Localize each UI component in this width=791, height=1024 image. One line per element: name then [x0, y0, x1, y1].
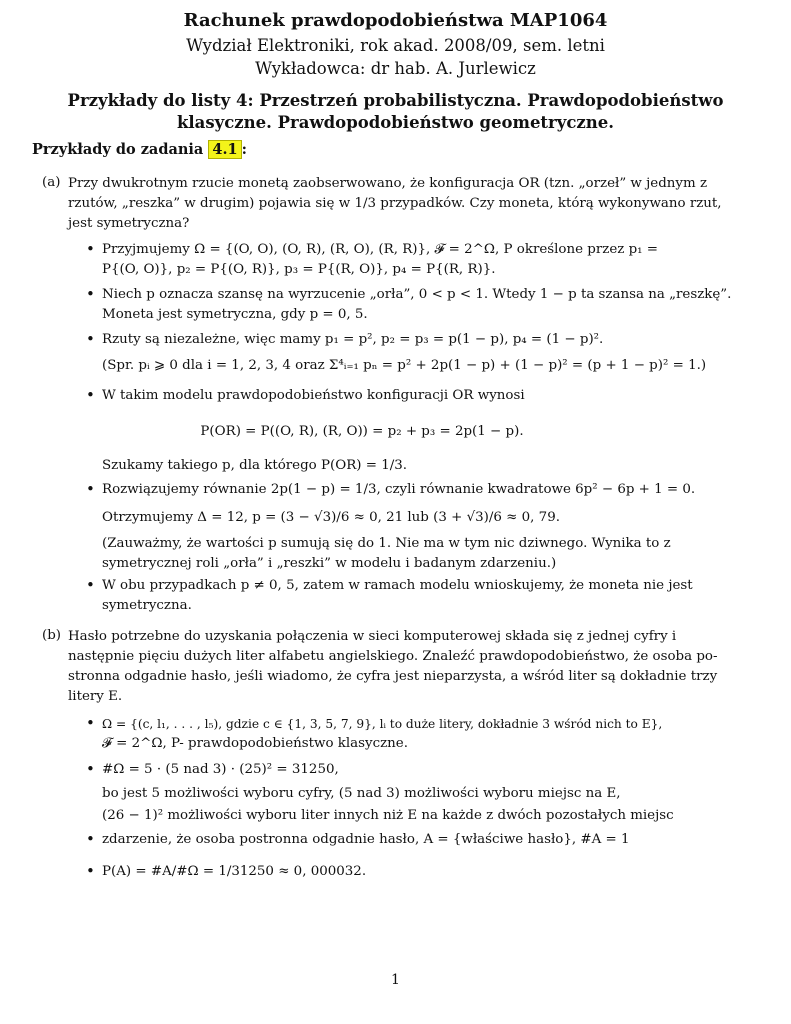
part-a-item-4: W takim modelu prawdopodobieństwo konfiguracji OR wynosi P(OR) = P((O, R), (R, O)) = p₂ + p₃ = 2p(1 − p). Szukamy takiego p, dla którego P(OR) = 1/3.	[102, 386, 722, 476]
part-a-item-2: Niech p oznacza szansę na wyrzucenie „orła”, 0 < p < 1. Wtedy 1 − p ta szansa na „reszkę”. Moneta jest symetryczna, gdy p = 0, 5.	[102, 287, 732, 322]
faculty-line: Wydział Elektroniki, rok akad. 2008/09, sem. letni	[186, 36, 605, 55]
bullet-icon: •	[86, 480, 95, 498]
part-a-label: (a)	[42, 175, 61, 190]
part-a-item-5: Rozwiązujemy równanie 2p(1 − p) = 1/3, czyli równanie kwadratowe 6p² − 6p + 1 = 0. Otrzymujemy Δ = 12, p = (3 − √3)/6 ≈ 0, 21 lub (3 + √3)/6 ≈ 0, 79. (Zauważmy, że wartości p sumują się do 1. Nie ma w tym nic dziwnego. Wynika to z symetrycznej roli „orła” i „reszki” w modelu i badanym zdarzeniu.)	[102, 482, 696, 571]
course-title: Rachunek prawdopodobieństwa MAP1064	[183, 10, 608, 31]
bullet-icon: •	[86, 285, 95, 303]
part-a-item-1: Przyjmujemy Ω = {(O, O), (O, R), (R, O), (R, R)}, 𝓕 = 2^Ω, P określone przez p₁ = P{(O, O)}, p₂ = P{(O, R)}, p₃ = P{(R, O)}, p₄ = P{(R, R)}.	[102, 242, 658, 277]
part-b-item-4: P(A) = #A/#Ω = 1/31250 ≈ 0, 000032.	[102, 864, 367, 879]
bullet-icon: •	[86, 830, 95, 848]
part-b-intro: Hasło potrzebne do uzyskania połączenia w sieci komputerowej składa się z jednej cyfry i następnie pięciu dużych liter alfabetu angielskiego. Znaleźć prawdopodobieństwo, że osoba po- stronna odgadnie hasło, jeśli wiadomo, że cyfra jest nieparzysta, a wśród liter są dokładnie trzy litery E.	[68, 629, 718, 704]
task-reference-link[interactable]: 4.1	[208, 140, 241, 159]
page-number: 1	[391, 972, 400, 988]
part-a-intro: Przy dwukrotnym rzucie monetą zaobserwowano, że konfiguracja OR (tzn. „orzeł” w jednym z rzutów, „reszka” w drugim) pojawia się w 1/3 przypadków. Czy moneta, którą wykonywano rzut, jest symetryczna?	[68, 176, 722, 231]
part-b-item-1: Ω = {(c, l₁, . . . , l₅), gdzie c ∈ {1, 3, 5, 7, 9}, lᵢ to duże litery, dokładnie 3 wśród nich to E}, 𝓕 = 2^Ω, P- prawdopodobieństwo klasyczne.	[102, 717, 663, 751]
part-b-label: (b)	[42, 628, 62, 643]
bullet-icon: •	[86, 386, 95, 404]
part-a-item-3: Rzuty są niezależne, więc mamy p₁ = p², p₂ = p₃ = p(1 − p), p₄ = (1 − p)². (Spr. pᵢ ⩾ 0 dla i = 1, 2, 3, 4 oraz Σ⁴ᵢ₌₁ pₙ = p² + 2p(1 − p) + (1 − p)² = (p + 1 − p)² = 1.)	[102, 332, 707, 373]
bullet-icon: •	[86, 240, 95, 258]
section-heading: Przykłady do zadania 4.1 :	[32, 141, 247, 158]
part-b-item-2: #Ω = 5 · (5 nad 3) · (25)² = 31250, bo jest 5 możliwości wyboru cyfry, (5 nad 3) możliwości wyboru miejsc na E, (26 − 1)² możliwości wyboru liter innych niż E na każde z dwóch pozostałych miejsc	[102, 762, 674, 823]
lecturer-line: Wykładowca: dr hab. A. Jurlewicz	[255, 59, 536, 78]
bullet-icon: •	[86, 714, 95, 732]
bullet-icon: •	[86, 862, 95, 880]
part-b-item-3: zdarzenie, że osoba postronna odgadnie hasło, A = {właściwe hasło}, #A = 1	[102, 832, 630, 847]
bullet-icon: •	[86, 576, 95, 594]
bullet-icon: •	[86, 760, 95, 778]
bullet-icon: •	[86, 330, 95, 348]
display-equation: P(OR) = P((O, R), (R, O)) = p₂ + p₃ = 2p(1 − p).	[200, 424, 524, 439]
part-a-item-6: W obu przypadkach p ≠ 0, 5, zatem w ramach modelu wnioskujemy, że moneta nie jest symetryczna.	[102, 578, 693, 613]
document-title: Przykłady do listy 4: Przestrzeń probabilistyczna. Prawdopodobieństwo klasyczne. Prawdopodobieństwo geometryczne.	[67, 91, 724, 132]
